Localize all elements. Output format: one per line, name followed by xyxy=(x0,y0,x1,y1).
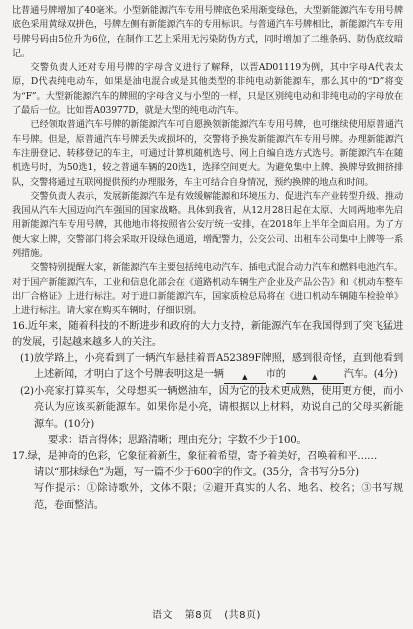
sub-question-text: 小亮家打算买车，父母想买一辆燃油车，因为它的技术更成熟，使用更方便，而小亮认为应该买新能源车。如果你是小亮，请根据以上材料，劝说自己的父母买新能源车。(10分) xyxy=(33,386,403,430)
writing-hint: 写作提示：①除诗歌外，文体不限；②避开真实的人名、地名、校名；③书写规范，卷面整洁。 xyxy=(34,483,403,511)
question-stem-text: 近年来，随着科技的不断进步和政府的大力支持，新能源汽车在我国得到了突飞猛进的发展，引起越来越多人的关注。 xyxy=(12,320,403,348)
question-16 xyxy=(12,319,403,449)
page-footer xyxy=(0,606,413,621)
footer-page-number: 第8页 xyxy=(184,610,213,621)
reading-paragraph: 交警负责人表示，发展新能源汽车是有效缓解能源和环境压力、促进汽车产业转型升级、推动我国从汽车大国迈向汽车强国的国家战略。具体到我省，从12月28日起在太原、大同两地率先启用新能源汽车专用号牌，其他地市将按照省公安厅统一安排，在2018年上半年全面启用。为了方便大家上牌，交警部门将会采取开设绿色通道，增配警力，公交公司、出租车公司集中上牌等一系列措施。 xyxy=(12,190,403,260)
answer-blank-type[interactable]: ▲ xyxy=(286,372,344,384)
sub-question-1 xyxy=(20,351,403,384)
sub-question-text: 汽车。(4分) xyxy=(343,369,398,381)
sub-question-2 xyxy=(20,384,403,433)
reading-paragraph: 比普通号牌增加了40毫米。小型新能源汽车专用号牌底色采用渐变绿色，大型新能源汽车专用号牌底色采用黄绿双拼色，号牌左侧有新能源汽车的专用标识。与普通汽车号牌相比，新能源汽车专用号牌号码由5位升为6位，在制作工艺上采用无污染防伪方式，同时增加了二维条码、防伪底纹暗记。 xyxy=(12,5,403,59)
question-16-stem xyxy=(12,319,403,351)
question-number: 17. xyxy=(12,450,28,462)
question-17-stem xyxy=(12,449,403,465)
reading-paragraph: 交警特别提醒大家，新能源汽车主要包括纯电动汽车、插电式混合动力汽车和燃料电池汽车。对于国产新能源汽车，工业和信息化部会在《道路机动车辆生产企业及产品公告》和《机动车整车出厂合格证》上进行标注。对于进口新能源汽车，国家质检总局将在《进口机动车辆随车检验单》上进行标注。请大家在购买车辆时，仔细识别。 xyxy=(12,262,403,317)
footer-subject: 语文 xyxy=(152,610,174,621)
reading-material xyxy=(12,4,403,319)
sub-question-text: 市的 xyxy=(265,369,286,381)
sub-question-text: 放学路上，小亮看到了一辆汽车悬挂着晋A52389F牌照，感到很奇怪，直到他看到上述新闻，才明白了这个号牌表明这是一辆 xyxy=(33,352,403,381)
essay-task: 请以“那抹绿色”为题，写一篇不少于600字的作文。(35分，含书写分5分) xyxy=(34,467,359,479)
writing-requirement: 要求：语言得体；思路清晰；理由充分；字数不少于100。 xyxy=(48,434,307,446)
reading-paragraph: 交警负责人还对专用号牌的字母含义进行了解释，以晋AD01119为例，其中字母A代表太原，D代表纯电动车，如果是油电混合或是其他类型的非纯电动新能源车，那么其中的“D”将变为“F”。大型新能源汽车的牌照的字母含义与小型的一样，只是区别纯电动和非纯电动的字母放在了最后一位。比如晋A03977D，就是大型的纯电动汽车。 xyxy=(12,62,403,117)
question-17 xyxy=(12,449,403,514)
sub-question-label: (2) xyxy=(20,386,34,398)
reading-paragraph: 已经领取普通汽车号牌的新能源汽车可自愿换领新能源汽车专用号牌，也可继续使用原普通汽车号牌。但是，原普通汽车号牌丢失或损坏的，交警将予换发新能源汽车专用号牌。办理新能源汽车注册登记、转移登记的车主，可通过计算机随机选号、网上自编自选方式选号。新能源汽车在随机选号时，为50选1，较之普通车辆的20选1，选择空间更大。为避免集中上牌、换牌导致拥挤排队，交警将通过互联网提供预约办理服务，车主可结合自身情况，预约换牌的地点和时间。 xyxy=(12,119,403,188)
answer-blank-city[interactable]: ▲ xyxy=(224,372,266,384)
footer-total-pages: (共8页) xyxy=(224,610,261,621)
question-stem-text: 绿，是神奇的色彩，它象征着新生，象征着希望，寄予着美好，召唤着和平…… xyxy=(27,450,378,462)
sub-question-label: (1) xyxy=(20,352,34,364)
question-number: 16. xyxy=(12,320,28,332)
